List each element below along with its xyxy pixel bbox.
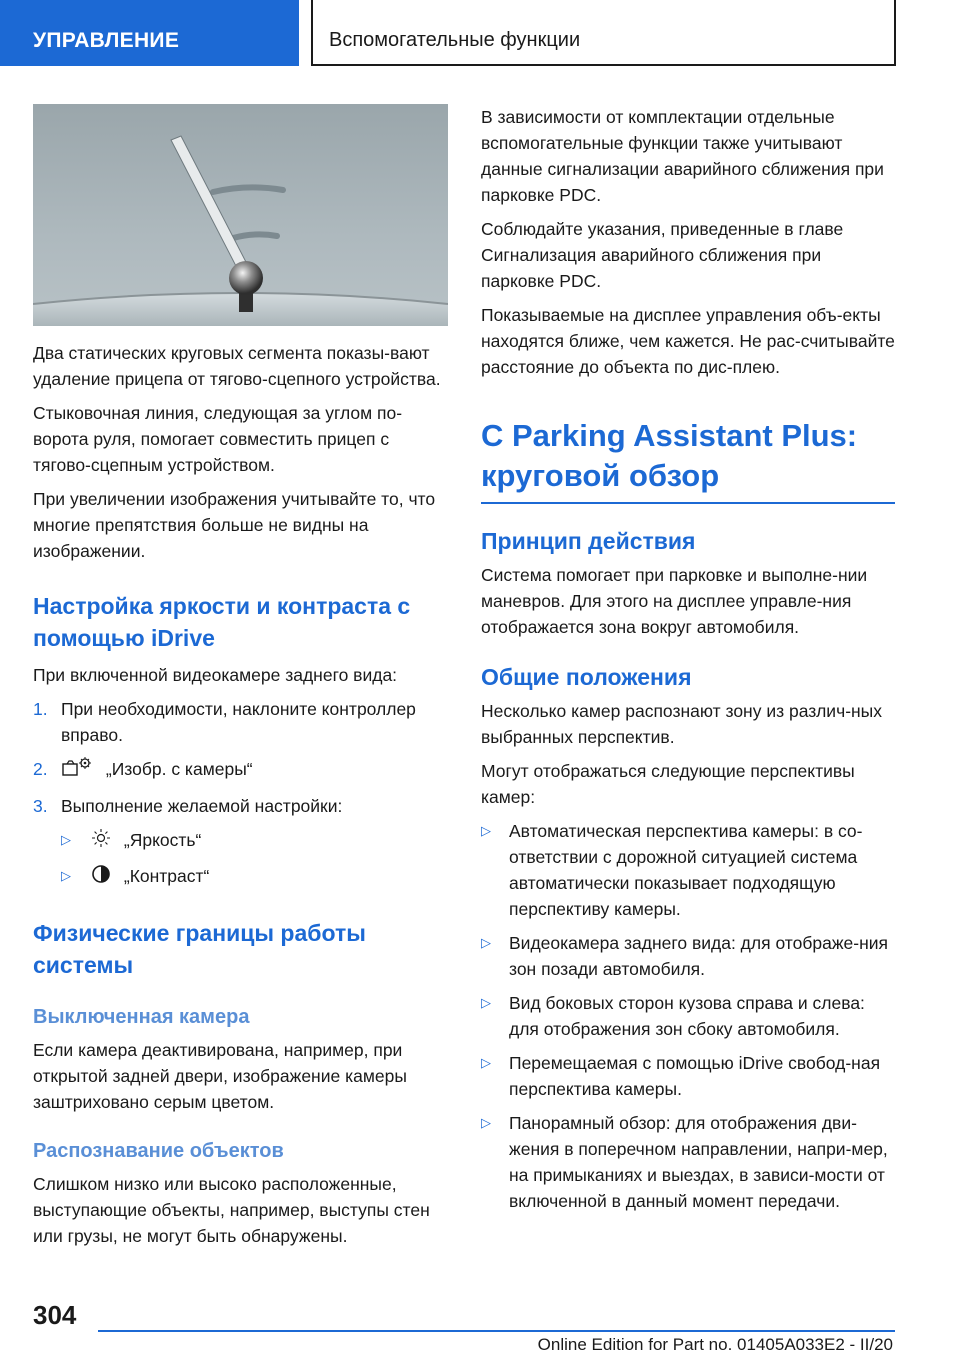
sub-item-text: „Контраст“ — [123, 865, 210, 886]
step-text: Выполнение желаемой настройки: — [61, 796, 343, 816]
triangle-bullet-icon: ▷ — [481, 823, 491, 838]
heading-camera-off: Выключенная камера — [33, 1005, 250, 1028]
right-paragraph-1: В зависимости от комплектации отдельные вспомогательные функции также учитывают данные сигнализации аварийного сближения при парковке PDC. — [481, 107, 884, 205]
recognition-text: Слишком низко или высоко расположенные, выступающие объекты, например, выступы стен или грузы, не могут быть обнаружены. — [33, 1173, 430, 1246]
right-paragraph-2: Соблюдайте указания, приведенные в главе Сигнализация аварийного сближения при парковке PDC. — [481, 219, 844, 291]
right-paragraph-3: Показываемые на дисплее управления объ-екты находятся ближе, чем кажется. Не рас-считывайте расстояние до объекта по дис-плею. — [481, 305, 895, 377]
list-item — [481, 1050, 895, 1102]
step-number: 3. — [33, 796, 48, 816]
hitch-illustration — [33, 104, 448, 326]
settings-sublist — [33, 827, 448, 891]
section-tab: УПРАВЛЕНИЕ — [0, 0, 299, 66]
intro-text: При включенной видеокамере заднего вида: — [33, 665, 398, 685]
list-item-text: Автоматическая перспектива камеры: в со-ответствии с дорожной ситуацией система автоматически показывает подходящую перспективу камеры. — [509, 821, 863, 919]
page-header — [0, 0, 960, 66]
steps-list — [33, 696, 448, 819]
list-item-text: Видеокамера заднего вида: для отображе-ния зон позади автомобиля. — [509, 933, 889, 979]
brightness-icon — [91, 828, 111, 855]
sub-item-contrast — [61, 863, 448, 891]
heading-object-recognition: Распознавание объектов — [33, 1139, 284, 1162]
list-item — [481, 818, 895, 922]
step-text: „Изобр. с камеры“ — [105, 759, 253, 780]
heading-general: Общие положения — [481, 664, 692, 690]
triangle-bullet-icon: ▷ — [481, 1055, 491, 1070]
caption-paragraph-1: Два статических круговых сегмента показы-вают удаление прицепа от тягово-сцепного устройства. — [33, 343, 441, 389]
step-text: При необходимости, наклоните контроллер вправо. — [61, 699, 416, 745]
step-item — [33, 696, 448, 748]
list-item-text: Панорамный обзор: для отображения дви-жения в поперечном направлении, напри-мер, на примыканиях и выездах, в зависи-мости от включенной в данный момент передачи. — [509, 1113, 888, 1211]
chapter-heading: C Parking Assistant Plus: круговой обзор — [481, 416, 895, 504]
edition-text: Online Edition for Part no. 01405A033E2 - II/20 — [537, 1335, 893, 1354]
list-item-text: Перемещаемая с помощью iDrive свобод-ная перспектива камеры. — [509, 1053, 881, 1099]
triangle-bullet-icon: ▷ — [61, 867, 71, 883]
list-item — [481, 930, 895, 982]
triangle-bullet-icon: ▷ — [481, 935, 491, 950]
step-item — [33, 756, 448, 785]
left-column — [33, 104, 448, 1257]
caption-paragraph-3: При увеличении изображения учитывайте то, что многие препятствия больше не видны на изображении. — [33, 489, 436, 561]
right-column — [481, 104, 895, 1222]
heading-principle: Принцип действия — [481, 528, 696, 554]
section-title: Вспомогательные функции — [311, 0, 896, 66]
step-item — [33, 793, 448, 819]
sub-item-text: „Яркость“ — [123, 830, 202, 850]
footer-divider — [98, 1330, 895, 1332]
triangle-bullet-icon: ▷ — [481, 1115, 491, 1130]
general-text-2: Могут отображаться следующие перспективы камер: — [481, 761, 855, 807]
sub-item-brightness — [61, 827, 448, 855]
heading-brightness-contrast: Настройка яркости и контраста с помощью iDrive — [33, 593, 411, 651]
principle-text: Система помогает при парковке и выполне-нии маневров. Для этого на дисплее управле-ния отображается зона вокруг автомобиля. — [481, 565, 868, 637]
triangle-bullet-icon: ▷ — [481, 995, 491, 1010]
step-number: 2. — [33, 759, 48, 779]
heading-physical-limits: Физические границы работы системы — [33, 919, 366, 978]
list-item — [481, 990, 895, 1042]
triangle-bullet-icon: ▷ — [61, 832, 71, 847]
camera-off-text: Если камера деактивирована, например, при открытой задней двери, изображение камеры заштриховано серым цветом. — [33, 1039, 407, 1112]
perspectives-list — [481, 818, 895, 1214]
camera-image-illustration — [33, 104, 448, 326]
general-text-1: Несколько камер распознают зону из различ-ных выбранных перспектив. — [481, 701, 883, 747]
step-number: 1. — [33, 699, 48, 719]
camera-settings-icon — [61, 756, 93, 785]
list-item-text: Вид боковых сторон кузова справа и слева: для отображения зон сбоку автомобиля. — [509, 993, 865, 1039]
page-number: 304 — [33, 1300, 77, 1330]
list-item — [481, 1110, 895, 1214]
caption-paragraph-2: Стыковочная линия, следующая за углом по-ворота руля, помогает совместить прицеп с тягово-сцепным устройством. — [33, 403, 403, 475]
contrast-icon — [91, 864, 111, 891]
